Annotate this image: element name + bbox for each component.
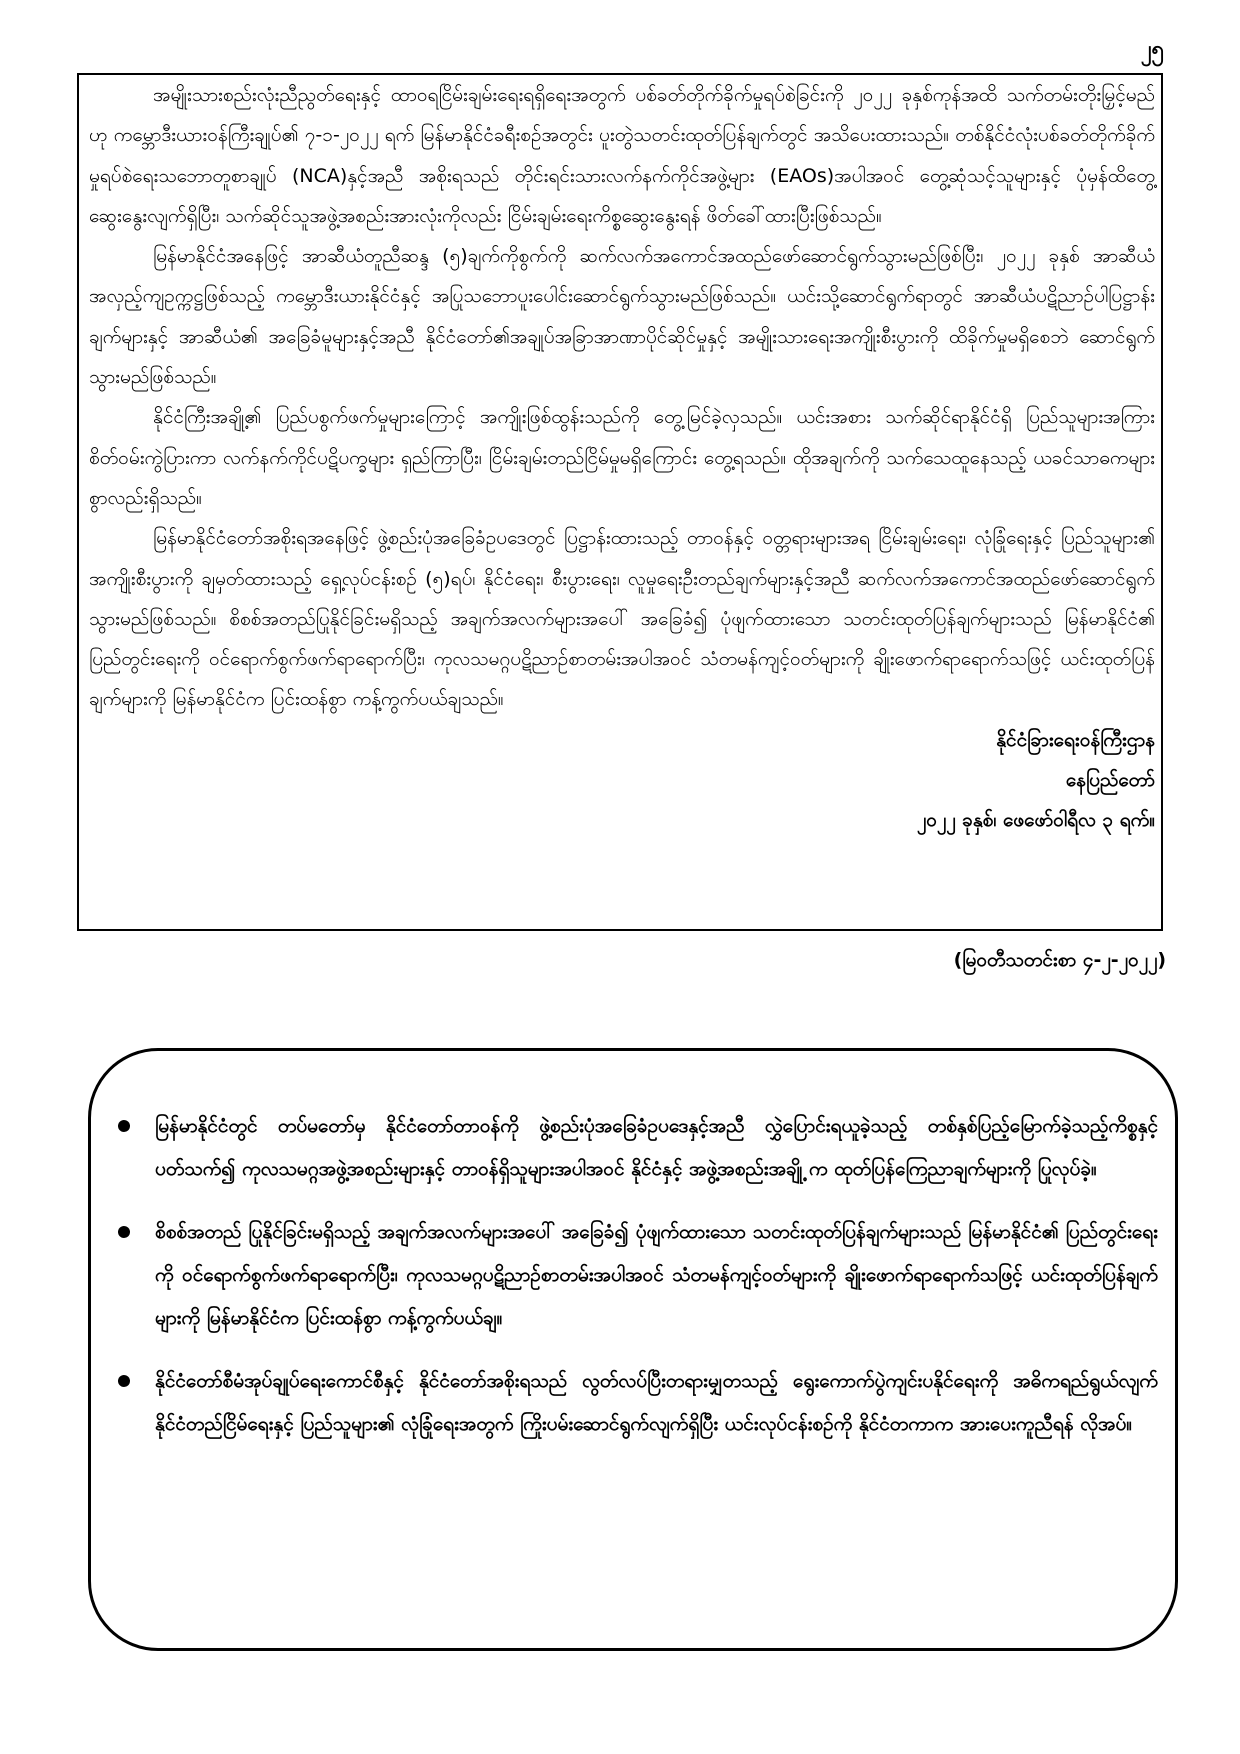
summary-bullet-item [155,1211,1158,1340]
summary-bullet-item [155,1105,1158,1191]
article-paragraph: မြန်မာနိုင်ငံတော်အစိုးရအနေဖြင့် ဖွဲ့စည်းပုံအခြေခံဥပဒေတွင် ပြဋ္ဌာန်းထားသည့် တာဝန်နှင့် ဝတ္တရားများအရ ငြိမ်းချမ်းရေး၊ လုံခြုံရေးနှင့် ပြည်သူများ၏ အကျိုးစီးပွားကို ချမှတ်ထားသည့် ရှေ့လုပ်ငန်းစဉ် (၅)ရပ်၊ နိုင်ငံရေး၊ စီးပွားရေး၊ လူမှုရေးဦးတည်ချက်များနှင့်အညီ ဆက်လက်အကောင်အထည်ဖော်ဆောင်ရွက်သွားမည်ဖြစ်သည်။ စိစစ်အတည်ပြုနိုင်ခြင်းမရှိသည့် အချက်အလက်များအပေါ် အခြေခံ၍ ပုံဖျက်ထားသော သတင်းထုတ်ပြန်ချက်များသည် မြန်မာနိုင်ငံ၏ ပြည်တွင်းရေးကို ဝင်ရောက်စွက်ဖက်ရာရောက်ပြီး၊ ကုလသမဂ္ဂပဋိညာဉ်စာတမ်းအပါအဝင် သံတမန်ကျင့်ဝတ်များကို ချိုးဖောက်ရာရောက်သဖြင့် ယင်းထုတ်ပြန်ချက်များကို မြန်မာနိုင်ငံက ပြင်းထန်စွာ ကန့်ကွက်ပယ်ချသည်။ [89,527,1155,711]
summary-bullet-text: နိုင်ငံတော်စီမံအုပ်ချုပ်ရေးကောင်စီနှင့် နိုင်ငံတော်အစိုးရသည် လွတ်လပ်ပြီးတရားမျှတသည့် ရွေးကောက်ပွဲကျင်းပနိုင်ရေးကို အဓိကရည်ရွယ်လျက် နိုင်ငံတည်ငြိမ်ရေးနှင့် ပြည်သူများ၏ လုံခြုံရေးအတွက် ကြိုးပမ်းဆောင်ရွက်လျက်ရှိပြီး ယင်းလုပ်ငန်းစဉ်ကို နိုင်ငံတကာက အားပေးကူညီရန် လိုအပ်။ [155,1370,1158,1435]
bullet-icon [118,1226,130,1238]
page-number: ၂၅ [1140,37,1164,62]
summary-bullet-text: စိစစ်အတည် ပြုနိုင်ခြင်းမရှိသည့် အချက်အလက်များအပေါ် အခြေခံ၍ ပုံဖျက်ထားသော သတင်းထုတ်ပြန်ချက်များသည် မြန်မာနိုင်ငံ၏ ပြည်တွင်းရေးကို ဝင်ရောက်စွက်ဖက်ရာရောက်ပြီး၊ ကုလသမဂ္ဂပဋိညာဉ်စာတမ်းအပါအဝင် သံတမန်ကျင့်ဝတ်များကို ချိုးဖောက်ရာရောက်သဖြင့် ယင်းထုတ်ပြန်ချက်များကို မြန်မာနိုင်ငံက ပြင်းထန်စွာ ကန့်ကွက်ပယ်ချ။ [155,1221,1158,1329]
signature-place: နေပြည်တော် [1065,769,1155,792]
article-paragraph: အမျိုးသားစည်းလုံးညီညွတ်ရေးနှင့် ထာဝရငြိမ်းချမ်းရေးရရှိရေးအတွက် ပစ်ခတ်တိုက်ခိုက်မှုရပ်စဲခြင်းကို ၂၀၂၂ ခုနှစ်ကုန်အထိ သက်တမ်းတိုးမြှင့်မည်ဟု ကမ္ဘောဒီးယားဝန်ကြီးချုပ်၏ ၇-၁-၂၀၂၂ ရက် မြန်မာနိုင်ငံခရီးစဉ်အတွင်း ပူးတွဲသတင်းထုတ်ပြန်ချက်တွင် အသိပေးထားသည်။ တစ်နိုင်ငံလုံးပစ်ခတ်တိုက်ခိုက်မှုရပ်စဲရေးသဘောတူစာချုပ် (NCA)နှင့်အညီ အစိုးရသည် တိုင်းရင်းသားလက်နက်ကိုင်အဖွဲ့များ (EAOs)အပါအဝင် တွေ့ဆုံသင့်သူများနှင့် ပုံမှန်ထိတွေ့ဆွေးနွေးလျက်ရှိပြီး၊ သက်ဆိုင်သူအဖွဲ့အစည်းအားလုံးကိုလည်း ငြိမ်းချမ်းရေးကိစ္စဆွေးနွေးရန် ဖိတ်ခေါ်ထားပြီးဖြစ်သည်။ [89,84,1155,227]
summary-list [155,1105,1158,1446]
article-box [77,73,1163,931]
summary-box [88,1048,1178,1651]
signature-block [89,720,1155,841]
summary-bullet-item [155,1360,1158,1446]
signature-date: ၂၀၂၂ ခုနှစ်၊ ဖေဖော်ဝါရီလ ၃ ရက်။ [916,809,1155,832]
bullet-icon [118,1375,130,1387]
article-paragraph: မြန်မာနိုင်ငံအနေဖြင့် အာဆီယံတူညီဆန္ဒ (၅)ချက်ကိုစွက်ကို ဆက်လက်အကောင်အထည်ဖော်ဆောင်ရွက်သွားမည်ဖြစ်ပြီး၊ ၂၀၂၂ ခုနှစ် အာဆီယံအလှည့်ကျဥက္ကဋ္ဌဖြစ်သည့် ကမ္ဘောဒီးယားနိုင်ငံနှင့် အပြုသဘောပူးပေါင်းဆောင်ရွက်သွားမည်ဖြစ်သည်။ ယင်းသို့ဆောင်ရွက်ရာတွင် အာဆီယံပဋိညာဉ်ပါပြဋ္ဌာန်းချက်များနှင့် အာဆီယံ၏ အခြေခံမူများနှင့်အညီ နိုင်ငံတော်၏အချုပ်အခြာအာဏာပိုင်ဆိုင်မှုနှင့် အမျိုးသားရေးအကျိုးစီးပွားကို ထိခိုက်မှုမရှိစေဘဲ ဆောင်ရွက်သွားမည်ဖြစ်သည်။ [89,245,1155,389]
bullet-icon [118,1120,130,1132]
signature-ministry: နိုင်ငံခြားရေးဝန်ကြီးဌာန [996,728,1155,751]
source-citation: (မြဝတီသတင်းစာ ၄-၂-၂၀၂၂) [953,949,1166,971]
summary-bullet-text: မြန်မာနိုင်ငံတွင် တပ်မတော်မှ နိုင်ငံတော်တာဝန်ကို ဖွဲ့စည်းပုံအခြေခံဥပဒေနှင့်အညီ လွှဲပြောင်းရယူခဲ့သည့် တစ်နှစ်ပြည့်မြောက်ခဲ့သည့်ကိစ္စနှင့်ပတ်သက်၍ ကုလသမဂ္ဂအဖွဲ့အစည်းများနှင့် တာဝန်ရှိသူများအပါအဝင် နိုင်ငံနှင့် အဖွဲ့အစည်းအချို့ က ထုတ်ပြန်ကြေညာချက်များကို ပြုလုပ်ခဲ့။ [155,1115,1158,1180]
article-paragraph: နိုင်ငံကြီးအချို့၏ ပြည်ပစွက်ဖက်မှုများကြောင့် အကျိုးဖြစ်ထွန်းသည်ကို တွေ့မြင်ခဲ့လှသည်။ ယင်းအစား သက်ဆိုင်ရာနိုင်ငံရှိ ပြည်သူများအကြား စိတ်ဝမ်းကွဲပြားကာ လက်နက်ကိုင်ပဋိပက္ခများ ရှည်ကြာပြီး၊ ငြိမ်းချမ်းတည်ငြိမ်မှုမရှိကြောင်း တွေ့ရသည်။ ထိုအချက်ကို သက်သေထူနေသည့် ယခင်သာဓကများစွာလည်းရှိသည်။ [89,406,1155,509]
